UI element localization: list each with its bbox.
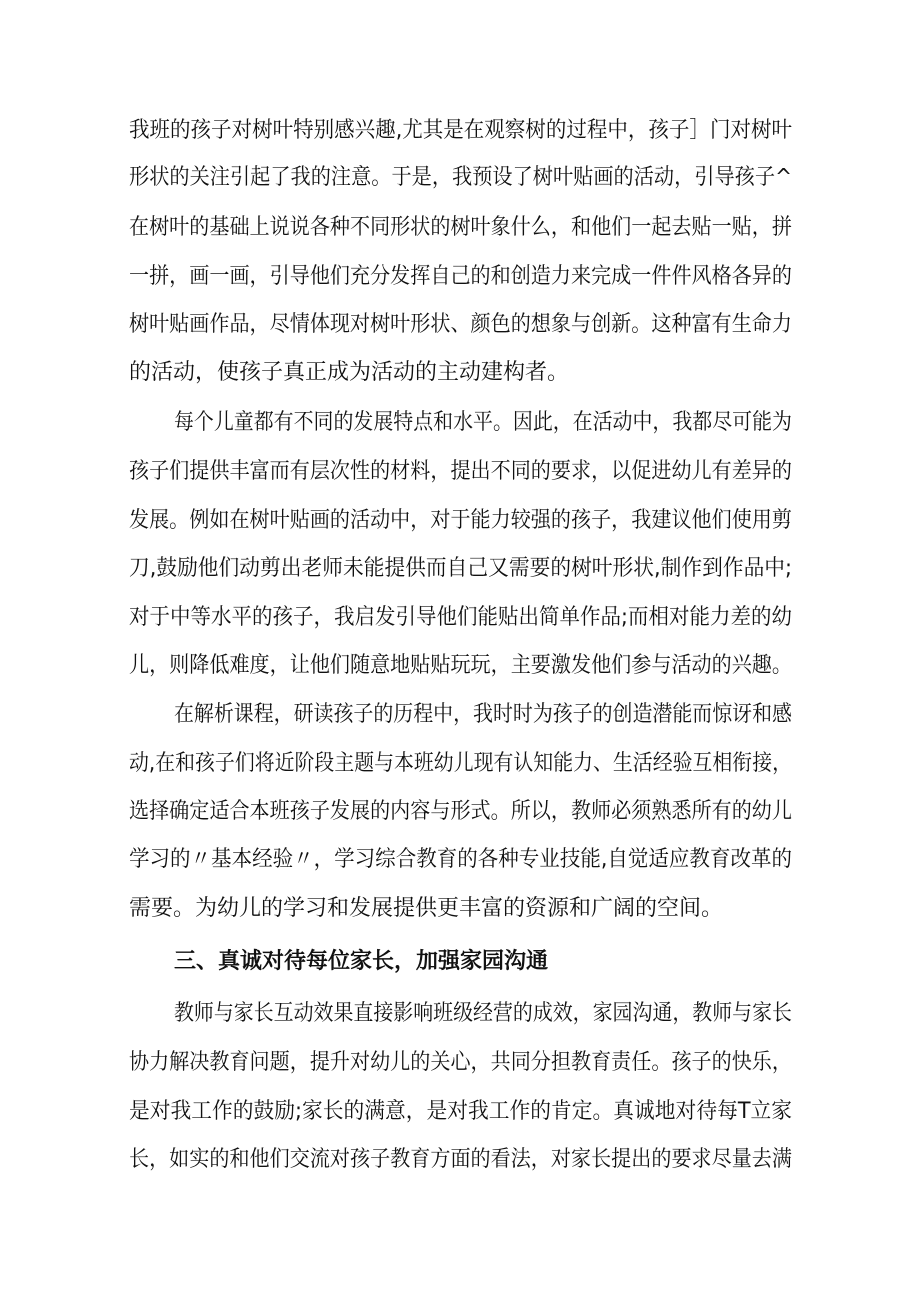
paragraph-3-line-4: 学习的〃基本经验〃，学习综合教育的各种专业技能,自觉适应教育改革的 <box>129 847 793 872</box>
paragraph-4-line-1: 教师与家长互动效果直接影响班级经营的成效，家园沟通，教师与家长 <box>174 1001 792 1026</box>
paragraph-1-line-4: 一拼，画一画，引导他们充分发挥自己的和创造力来完成一件件风格各异的 <box>129 264 792 289</box>
paragraph-2-line-1: 每个儿童都有不同的发展特点和水平。因此，在活动中，我都尽可能为 <box>174 410 792 435</box>
paragraph-2-line-5: 对于中等水平的孩子，我启发引导他们能贴出简单作品;而相对能力差的幼 <box>129 605 792 630</box>
paragraph-4-line-4: 长，如实的和他们交流对孩子教育方面的看法，对家长提出的要求尽量去满 <box>129 1147 792 1172</box>
paragraph-1-line-6: 的活动，使孩子真正成为活动的主动建构者。 <box>129 360 570 385</box>
paragraph-1-line-5: 树叶贴画作品，尽情体现对树叶形状、颜色的想象与创新。这种富有生命力 <box>129 312 792 337</box>
paragraph-2-line-2: 孩子们提供丰富而有层次性的材料，提出不同的要求，以促进幼儿有差异的 <box>129 459 792 484</box>
paragraph-2-line-6: 儿，则降低难度，让他们随意地贴贴玩玩，主要激发他们参与活动的兴趣。 <box>129 653 792 678</box>
paragraph-4-line-2: 协力解决教育问题，提升对幼儿的关心，共同分担教育责任。孩子的快乐， <box>129 1050 792 1075</box>
paragraph-4-line-3: 是对我工作的鼓励;家长的满意，是对我工作的肯定。真诚地对待每T立家 <box>129 1099 793 1124</box>
paragraph-3-line-3: 选择确定适合本班孩子发展的内容与形式。所以，教师必须熟悉所有的幼儿 <box>129 799 792 824</box>
section-heading: 三、真诚对待每位家长，加强家园沟通 <box>174 949 549 974</box>
paragraph-1-line-3: 在树叶的基础上说说各种不同形状的树叶象什么，和他们一起去贴一贴，拼 <box>129 215 792 240</box>
paragraph-2-line-4: 刀,鼓励他们动剪出老师未能提供而自己又需要的树叶形状,制作到作品中; <box>129 556 793 581</box>
paragraph-1-line-1: 我班的孩子对树叶特别感兴趣,尤其是在观察树的过程中，孩子］门对树叶 <box>129 118 793 143</box>
paragraph-3-line-2: 动,在和孩子们将近阶段主题与本班幼儿现有认知能力、生活经验互相衔接， <box>129 751 792 776</box>
paragraph-3-line-5: 需要。为幼儿的学习和发展提供更丰富的资源和广阔的空间。 <box>129 896 724 921</box>
paragraph-2-line-3: 发展。例如在树叶贴画的活动中，对于能力较强的孩子，我建议他们使用剪 <box>129 508 792 533</box>
paragraph-3-line-1: 在解析课程，研读孩子的历程中，我时时为孩子的创造潜能而惊讶和感 <box>174 702 792 727</box>
paragraph-1-line-2: 形状的关注引起了我的注意。于是，我预设了树叶贴画的活动，引导孩子^ <box>129 165 792 190</box>
